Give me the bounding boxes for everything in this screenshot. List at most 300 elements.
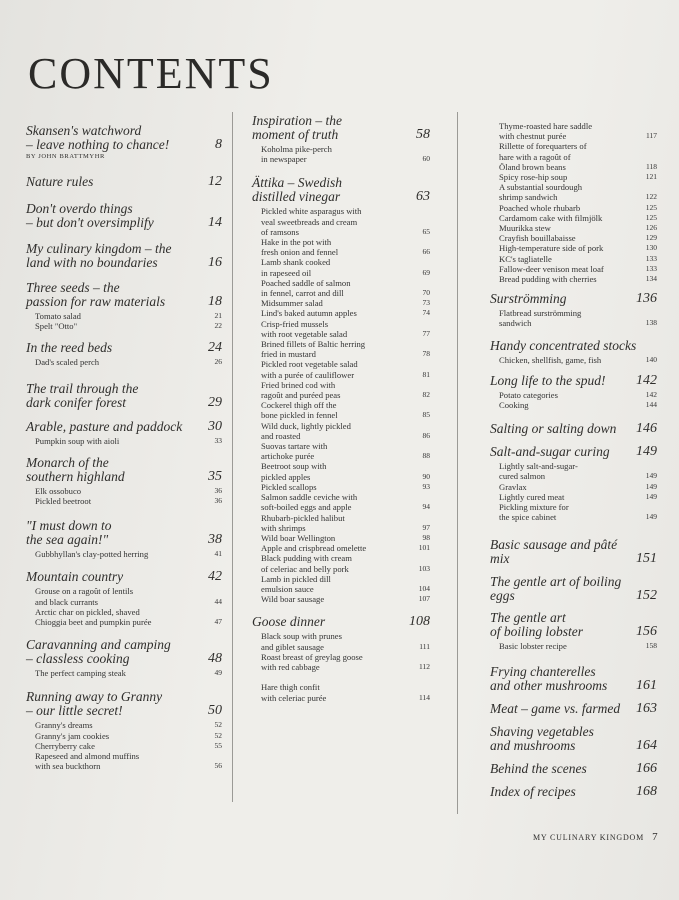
recipe-entry xyxy=(490,482,657,492)
page-heading: CONTENTS xyxy=(28,49,274,98)
recipe-entry xyxy=(252,594,430,604)
toc-section xyxy=(490,665,657,693)
section-page-number: 35 xyxy=(208,468,222,484)
section-heading xyxy=(252,114,430,142)
recipe-entry xyxy=(252,461,430,481)
recipe-page-number: 98 xyxy=(422,532,430,542)
recipe-title: Bread pudding with cherries xyxy=(499,274,597,285)
toc-section xyxy=(490,762,657,776)
recipe-title: Wild boar sausage xyxy=(261,594,325,605)
section-page-number: 16 xyxy=(208,255,222,270)
recipe-title: Suovas tartare with artichoke purée xyxy=(261,441,328,462)
section-heading xyxy=(490,292,657,306)
recipe-title: KC's tagliatelle xyxy=(499,253,552,264)
recipe-entry xyxy=(490,355,657,365)
section-title: Running away to Granny – our little secret! xyxy=(26,689,163,719)
recipe-page-number: 149 xyxy=(645,471,657,481)
toc-section xyxy=(26,175,222,189)
toc-section xyxy=(252,615,430,702)
section-byline: BY JOHN BRATTMYHR xyxy=(26,153,105,160)
contents-column-1 xyxy=(26,124,222,771)
toc-section xyxy=(490,702,657,716)
recipe-page-number: 121 xyxy=(645,172,657,182)
section-heading xyxy=(26,124,222,152)
recipe-title: Black pudding with cream of celeriac and belly pork xyxy=(261,553,352,574)
recipe-entry xyxy=(252,380,430,400)
recipe-entry xyxy=(26,496,222,506)
recipe-title: Basic lobster recipe xyxy=(499,641,567,652)
footer-label: MY CULINARY KINGDOM xyxy=(533,833,645,842)
section-page-number: 14 xyxy=(208,215,222,230)
recipe-entry xyxy=(252,441,430,461)
recipe-page-number: 77 xyxy=(422,328,430,338)
recipe-title: Muurikka stew xyxy=(499,223,551,234)
recipe-page-number: 126 xyxy=(645,223,657,233)
recipe-entry xyxy=(490,213,657,223)
recipe-title: Rillette of forequarters of hare with a ragoût of Öland brown beans xyxy=(499,141,587,172)
recipe-title: Pumpkin soup with aioli xyxy=(35,435,120,446)
section-title: Handy concentrated stocks xyxy=(490,337,637,353)
recipe-page-number: 149 xyxy=(645,491,657,501)
toc-section xyxy=(26,420,222,446)
section-heading xyxy=(490,611,657,639)
recipe-title: Cherryberry cake xyxy=(35,740,95,751)
recipe-entry xyxy=(252,652,430,672)
section-heading xyxy=(26,341,222,355)
section-page-number: 149 xyxy=(636,444,657,460)
recipe-title: Gravlax xyxy=(499,481,527,492)
recipe-page-number: 82 xyxy=(422,390,430,400)
recipe-title: Pickled root vegetable salad with a purée of cauliflower xyxy=(261,359,358,380)
section-page-number: 166 xyxy=(636,760,657,776)
section-page-number: 168 xyxy=(636,783,657,799)
recipe-page-number: 133 xyxy=(645,263,657,273)
contents-column-3 xyxy=(490,121,657,799)
recipe-title: Salmon saddle ceviche with soft-boiled eggs and apple xyxy=(261,492,358,513)
toc-section xyxy=(490,725,657,753)
recipe-entry xyxy=(490,274,657,284)
recipe-page-number: 22 xyxy=(214,321,222,331)
recipe-entry xyxy=(26,486,222,496)
recipe-title: A substantial sourdough shrimp sandwich xyxy=(499,182,583,203)
recipe-page-number: 149 xyxy=(645,481,657,491)
recipe-page-number: 85 xyxy=(422,410,430,420)
section-heading xyxy=(26,382,222,410)
recipe-page-number: 101 xyxy=(418,543,430,553)
section-heading xyxy=(26,690,222,718)
recipe-title: Poached whole rhubarb xyxy=(499,202,581,213)
recipe-entry xyxy=(26,751,222,771)
toc-section xyxy=(26,341,222,367)
recipe-title: Thyme-roasted hare saddle with chestnut purée xyxy=(499,121,593,142)
section-title: Basic sausage and pâté mix xyxy=(490,537,618,567)
recipe-entry xyxy=(252,359,430,379)
recipe-page-number: 140 xyxy=(645,354,657,364)
section-page-number: 146 xyxy=(636,421,657,437)
recipe-entry xyxy=(26,549,222,559)
recipe-entry xyxy=(490,502,657,522)
section-page-number: 136 xyxy=(636,291,657,307)
section-heading xyxy=(490,785,657,799)
section-title: Goose dinner xyxy=(252,614,326,630)
recipe-title: Grouse on a ragoût of lentils and black currants xyxy=(35,586,134,607)
section-heading xyxy=(490,665,657,693)
recipe-title: Pickled white asparagus with veal sweetbreads and cream of ramsons xyxy=(261,206,362,237)
section-title: Frying chanterelles and other mushrooms xyxy=(490,663,608,693)
recipe-entry xyxy=(490,492,657,502)
recipe-title: Koholma pike-perch in newspaper xyxy=(261,144,332,165)
recipe-entry xyxy=(252,543,430,553)
section-title: Behind the scenes xyxy=(490,760,587,776)
section-heading xyxy=(490,445,657,459)
toc-section xyxy=(26,281,222,331)
recipe-title: Gubbhyllan's clay-potted herring xyxy=(35,549,149,560)
toc-section xyxy=(490,374,657,410)
toc-section xyxy=(252,114,430,164)
section-title: Don't overdo things – but don't oversimplify xyxy=(26,201,154,230)
section-page-number: 164 xyxy=(636,737,657,753)
recipe-title: Flatbread surströmming sandwich xyxy=(499,308,582,329)
recipe-title: Rhubarb-pickled halibut with shrimps xyxy=(261,512,345,533)
recipe-page-number: 111 xyxy=(419,641,430,651)
recipe-page-number: 130 xyxy=(645,243,657,253)
section-title: Nature rules xyxy=(26,174,94,189)
recipe-page-number: 78 xyxy=(422,349,430,359)
recipe-page-number: 97 xyxy=(422,522,430,532)
section-heading xyxy=(252,615,430,629)
column-divider-1 xyxy=(232,112,233,802)
recipe-page-number: 103 xyxy=(418,563,430,573)
recipe-page-number: 60 xyxy=(422,154,430,164)
section-page-number: 63 xyxy=(416,189,430,205)
toc-section xyxy=(26,519,222,559)
recipe-title: Cooking xyxy=(499,400,529,411)
recipe-page-number: 158 xyxy=(645,641,657,651)
section-title: The gentle art of boiling lobster xyxy=(490,610,584,640)
recipe-entry xyxy=(26,720,222,730)
recipe-page-number: 117 xyxy=(646,131,657,141)
toc-section xyxy=(26,382,222,410)
section-title: Skansen's watchword – leave nothing to chance! xyxy=(26,123,170,152)
recipe-entry xyxy=(490,182,657,202)
recipe-entry xyxy=(252,144,430,164)
recipe-page-number: 49 xyxy=(214,668,222,678)
recipe-entry xyxy=(490,390,657,400)
recipe-entry xyxy=(26,731,222,741)
recipe-page-number: 129 xyxy=(645,233,657,243)
section-page-number: 8 xyxy=(215,137,222,152)
recipe-page-number: 52 xyxy=(214,720,222,730)
section-page-number: 38 xyxy=(208,532,222,548)
recipe-page-number: 66 xyxy=(422,247,430,257)
recipe-entry xyxy=(490,400,657,410)
recipe-page-number: 36 xyxy=(214,496,222,506)
recipe-entry xyxy=(490,233,657,243)
recipe-title: Rapeseed and almond muffins with sea buckthorn xyxy=(35,751,140,772)
recipe-entry xyxy=(490,141,657,172)
recipe-entry xyxy=(490,203,657,213)
section-heading xyxy=(26,570,222,584)
recipe-title: Pickled scallops xyxy=(261,481,317,492)
section-heading xyxy=(490,762,657,776)
section-page-number: 30 xyxy=(208,418,222,434)
section-title: Long life to the spud! xyxy=(490,372,606,388)
section-heading xyxy=(26,202,222,230)
recipe-title: Arctic char on pickled, shaved Chioggia beet and pumpkin purée xyxy=(35,606,152,628)
section-heading xyxy=(26,420,222,434)
recipe-title: Apple and crispbread omelette xyxy=(261,543,367,554)
recipe-entry xyxy=(490,172,657,182)
recipe-entry xyxy=(252,308,430,318)
section-title: "I must down to the sea again!" xyxy=(26,518,112,548)
recipe-entry xyxy=(26,311,222,321)
section-heading xyxy=(490,374,657,388)
column-divider-2 xyxy=(457,112,458,814)
recipe-page-number: 94 xyxy=(422,502,430,512)
section-heading xyxy=(26,456,222,484)
recipe-entry xyxy=(252,298,430,308)
recipe-title: Midsummer salad xyxy=(261,298,323,309)
section-page-number: 58 xyxy=(416,127,430,142)
recipe-entry xyxy=(252,319,430,339)
recipe-page-number: 138 xyxy=(645,318,657,328)
section-page-number: 18 xyxy=(208,294,222,309)
recipe-title: Black soup with prunes and giblet sausage xyxy=(261,631,342,652)
section-heading xyxy=(252,176,430,204)
recipe-page-number: 149 xyxy=(645,512,657,522)
section-page-number: 108 xyxy=(409,614,430,630)
recipe-title: Hake in the pot with fresh onion and fennel xyxy=(261,237,339,258)
section-page-number: 161 xyxy=(636,677,657,693)
recipe-entry xyxy=(252,278,430,298)
recipe-page-number: 41 xyxy=(214,549,222,559)
section-title: Surströmming xyxy=(490,291,567,307)
recipe-title: Granny's dreams xyxy=(35,720,93,731)
section-heading xyxy=(490,339,657,353)
recipe-title: Lind's baked autumn apples xyxy=(261,308,357,319)
section-page-number: 48 xyxy=(208,651,222,667)
recipe-page-number: 125 xyxy=(645,212,657,222)
recipe-page-number: 70 xyxy=(422,288,430,298)
section-title: Three seeds – the passion for raw materials xyxy=(26,280,166,309)
toc-section xyxy=(26,456,222,506)
recipe-title: Fallow-deer venison meat loaf xyxy=(499,263,604,274)
page-footer xyxy=(533,831,658,843)
recipe-entry xyxy=(252,400,430,420)
section-title: Shaving vegetables and mushrooms xyxy=(490,723,594,753)
section-title: The gentle art of boiling eggs xyxy=(490,574,622,604)
recipe-title: Potato categories xyxy=(499,389,558,400)
recipe-page-number: 21 xyxy=(214,311,222,320)
recipe-page-number: 133 xyxy=(645,253,657,263)
section-title: Monarch of the southern highland xyxy=(26,454,125,484)
toc-section xyxy=(26,638,222,678)
toc-section xyxy=(26,124,222,160)
section-heading xyxy=(26,242,222,270)
recipe-page-number: 52 xyxy=(214,730,222,740)
section-page-number: 156 xyxy=(636,624,657,640)
contents-column-2 xyxy=(252,114,430,703)
recipe-entry xyxy=(490,254,657,264)
recipe-page-number: 33 xyxy=(214,435,222,445)
recipe-entry xyxy=(252,631,430,651)
toc-section xyxy=(252,176,430,604)
recipe-title: Chicken, shellfish, game, fish xyxy=(499,354,602,365)
section-title: Caravanning and camping – classless cooking xyxy=(26,637,171,667)
recipe-page-number: 69 xyxy=(422,267,430,277)
recipe-page-number: 65 xyxy=(422,226,430,236)
section-heading xyxy=(490,538,657,566)
recipe-title: Lightly cured meat xyxy=(499,491,565,502)
recipe-entry xyxy=(252,553,430,573)
recipe-page-number: 118 xyxy=(646,161,657,171)
recipe-page-number: 73 xyxy=(422,298,430,308)
recipe-page-number: 125 xyxy=(645,202,657,212)
recipe-title: Spicy rose-hip soup xyxy=(499,172,568,183)
recipe-title: Pickled beetroot xyxy=(35,496,92,507)
section-heading xyxy=(26,519,222,547)
section-page-number: 152 xyxy=(636,588,657,604)
section-heading xyxy=(26,175,222,189)
toc-section xyxy=(26,242,222,270)
toc-section xyxy=(490,121,657,284)
recipe-title: Roast breast of greylag goose with red cabbage xyxy=(261,651,363,672)
recipe-title: Lightly salt-and-sugar- cured salmon xyxy=(499,461,578,482)
section-page-number: 24 xyxy=(208,340,222,356)
recipe-page-number: 55 xyxy=(214,740,222,750)
recipe-title: Lamb shank cooked in rapeseed oil xyxy=(261,257,331,278)
recipe-entry xyxy=(26,321,222,331)
toc-section xyxy=(490,575,657,603)
recipe-page-number: 47 xyxy=(214,617,222,627)
recipe-entry xyxy=(26,607,222,627)
recipe-entry xyxy=(252,574,430,594)
section-title: Ättika – Swedish distilled vinegar xyxy=(252,175,342,205)
section-title: The trail through the dark conifer forest xyxy=(26,380,139,410)
section-page-number: 142 xyxy=(636,372,657,388)
toc-section xyxy=(26,570,222,627)
page-number: 7 xyxy=(652,831,658,843)
section-heading xyxy=(490,702,657,716)
toc-section xyxy=(490,292,657,328)
section-page-number: 50 xyxy=(208,703,222,719)
recipe-page-number: 114 xyxy=(419,692,430,702)
recipe-page-number: 90 xyxy=(422,471,430,481)
recipe-entry xyxy=(252,672,430,703)
recipe-title: Wild duck, lightly pickled and roasted xyxy=(261,420,351,441)
toc-section xyxy=(490,445,657,522)
section-title: Index of recipes xyxy=(490,783,576,799)
recipe-page-number: 74 xyxy=(422,308,430,318)
recipe-title: Wild boar Wellington xyxy=(261,532,336,543)
toc-section xyxy=(490,785,657,799)
recipe-title: Poached saddle of salmon in fennel, carrot and dill xyxy=(261,277,351,299)
recipe-entry xyxy=(490,223,657,233)
recipe-title: The perfect camping steak xyxy=(35,668,126,679)
recipe-title: Cardamom cake with filmjölk xyxy=(499,212,603,223)
recipe-entry xyxy=(252,421,430,441)
recipe-page-number: 44 xyxy=(214,596,222,606)
recipe-entry xyxy=(490,308,657,328)
section-title: Salt-and-sugar curing xyxy=(490,444,610,460)
toc-section xyxy=(26,690,222,771)
recipe-entry xyxy=(252,492,430,512)
recipe-entry xyxy=(26,741,222,751)
recipe-title: Hare thigh confit with celeriac purée xyxy=(261,682,327,703)
toc-section xyxy=(490,339,657,365)
section-page-number: 163 xyxy=(636,700,657,716)
recipe-entry xyxy=(252,206,430,237)
recipe-page-number: 88 xyxy=(422,451,430,461)
recipe-title: Elk ossobuco xyxy=(35,485,82,496)
toc-section xyxy=(490,422,657,436)
recipe-title: Granny's jam cookies xyxy=(35,730,110,741)
recipe-title: Cockerel thigh off the bone pickled in fennel xyxy=(261,400,338,421)
recipe-title: High-temperature side of pork xyxy=(499,243,604,254)
recipe-title: Dad's scaled perch xyxy=(35,357,100,368)
recipe-page-number: 144 xyxy=(645,400,657,410)
section-page-number: 42 xyxy=(208,569,222,585)
recipe-entry xyxy=(490,461,657,481)
recipe-entry xyxy=(252,482,430,492)
toc-section xyxy=(26,202,222,230)
recipe-title: Crayfish bouillabaisse xyxy=(499,233,576,244)
section-title: Meat – game vs. farmed xyxy=(490,700,621,716)
recipe-title: Lamb in pickled dill emulsion sauce xyxy=(261,573,331,594)
recipe-page-number: 36 xyxy=(214,485,222,495)
recipe-title: Spelt "Otto" xyxy=(35,321,78,332)
recipe-page-number: 26 xyxy=(214,357,222,367)
toc-section xyxy=(490,538,657,566)
section-heading xyxy=(26,281,222,309)
recipe-title: Crisp-fried mussels with root vegetable salad xyxy=(261,318,348,339)
section-title: Inspiration – the moment of truth xyxy=(252,113,342,142)
recipe-page-number: 134 xyxy=(645,274,657,284)
recipe-entry xyxy=(252,513,430,533)
recipe-page-number: 107 xyxy=(418,594,430,604)
recipe-entry xyxy=(490,641,657,651)
recipe-page-number: 93 xyxy=(422,481,430,491)
recipe-page-number: 86 xyxy=(422,430,430,440)
recipe-entry xyxy=(252,257,430,277)
section-title: Arable, pasture and paddock xyxy=(26,418,183,434)
recipe-page-number: 81 xyxy=(422,369,430,379)
section-heading xyxy=(490,725,657,753)
recipe-page-number: 122 xyxy=(645,192,657,202)
recipe-entry xyxy=(252,339,430,359)
recipe-page-number: 112 xyxy=(419,661,430,671)
section-page-number: 151 xyxy=(636,551,657,567)
recipe-entry xyxy=(26,668,222,678)
recipe-entry xyxy=(490,121,657,141)
section-heading xyxy=(26,638,222,666)
section-heading xyxy=(490,575,657,603)
recipe-title: Pickling mixture for the spice cabinet xyxy=(499,502,569,523)
section-page-number: 12 xyxy=(208,174,222,189)
recipe-title: Brined fillets of Baltic herring fried in mustard xyxy=(261,339,366,360)
recipe-entry xyxy=(26,436,222,446)
section-title: In the reed beds xyxy=(26,340,113,356)
recipe-page-number: 56 xyxy=(214,761,222,771)
recipe-page-number: 142 xyxy=(645,389,657,399)
toc-section xyxy=(490,611,657,651)
section-title: My culinary kingdom – the land with no boundaries xyxy=(26,241,172,270)
recipe-entry xyxy=(490,243,657,253)
section-title: Salting or salting down xyxy=(490,421,617,437)
recipe-entry xyxy=(26,357,222,367)
recipe-title: Beetroot soup with pickled apples xyxy=(261,461,327,482)
recipe-entry xyxy=(252,237,430,257)
